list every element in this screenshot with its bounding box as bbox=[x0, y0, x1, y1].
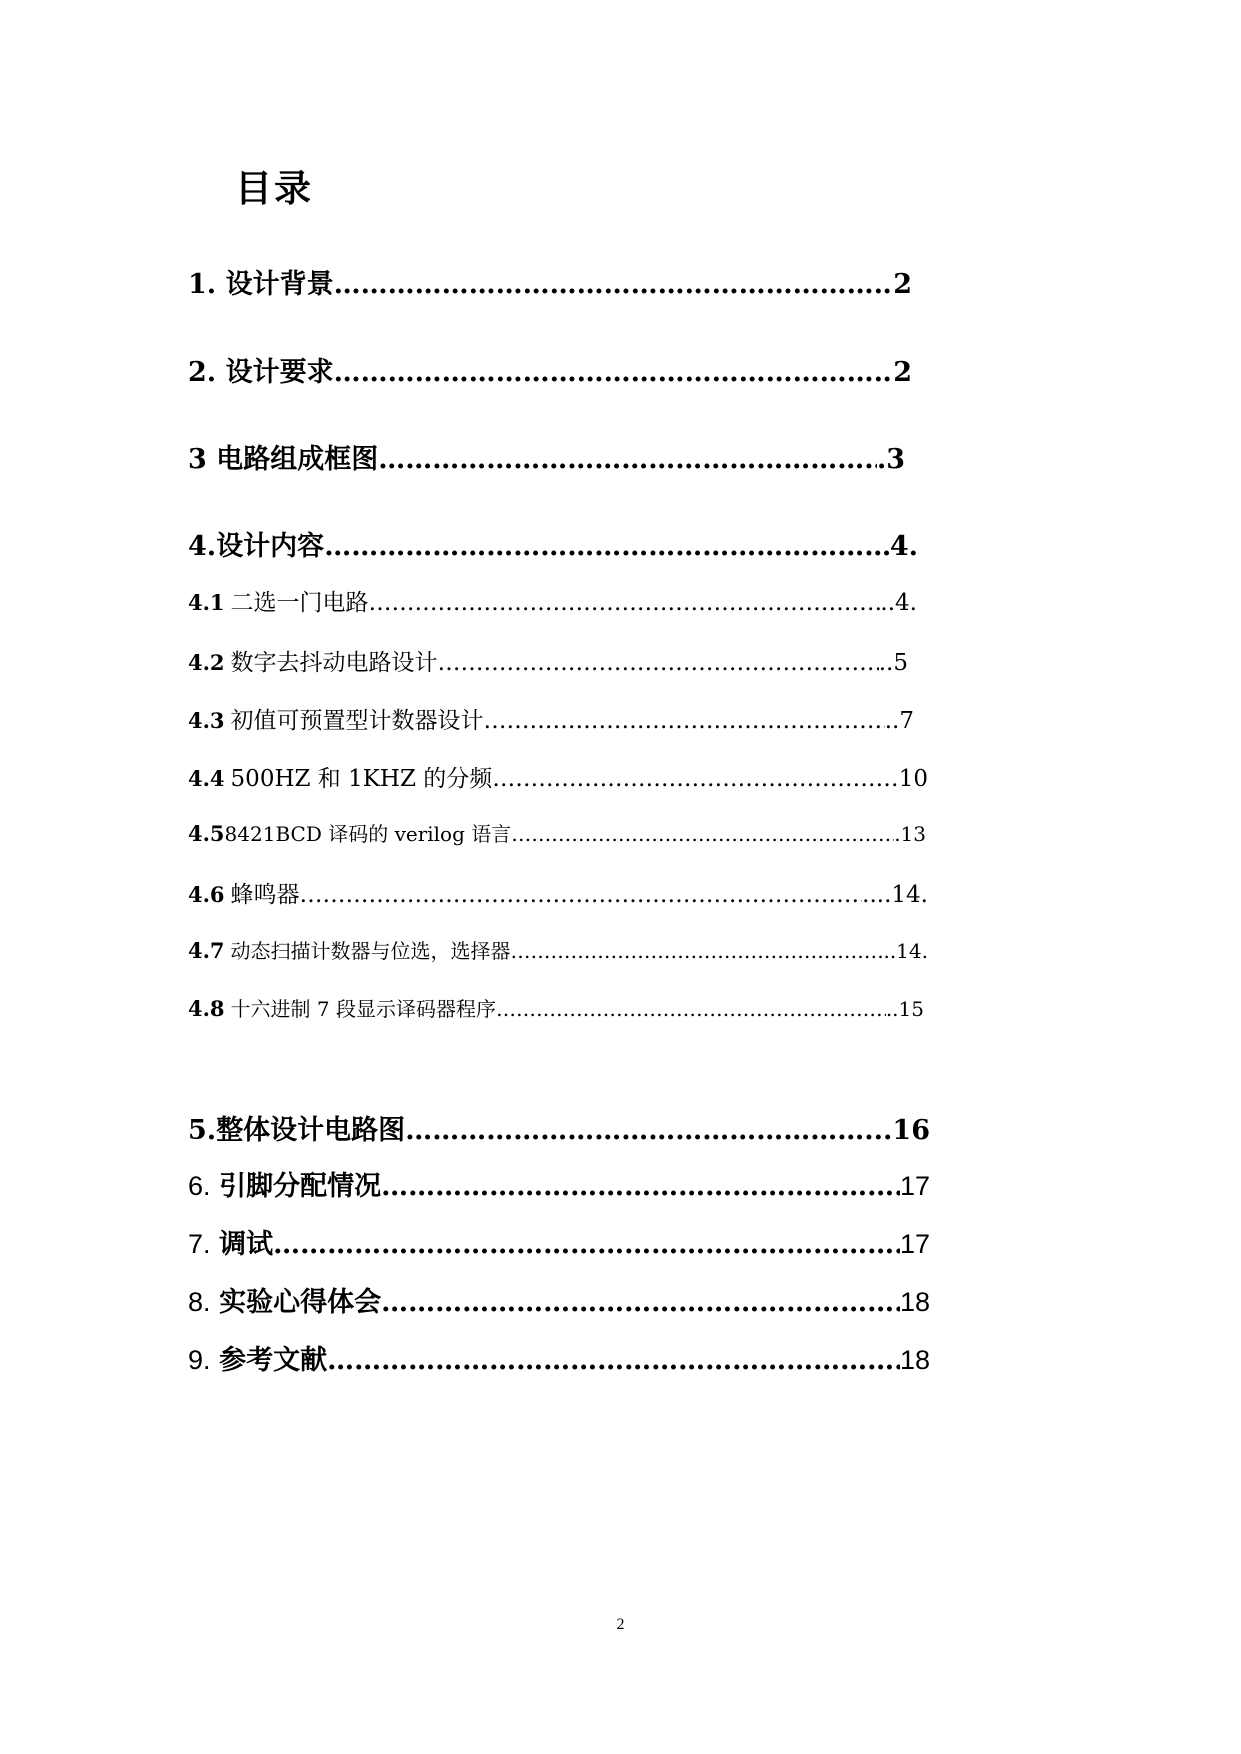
leader-dots bbox=[327, 1345, 900, 1376]
toc-entry-number: 1. bbox=[188, 269, 217, 300]
toc-entry-4-6[interactable] bbox=[188, 876, 928, 909]
toc-entry-page: ..4. bbox=[880, 590, 917, 616]
toc-entry-label: 设计内容 bbox=[216, 531, 325, 562]
toc-entry-page: 18 bbox=[899, 1287, 930, 1317]
toc-entry-label: 实验心得体会 bbox=[219, 1287, 382, 1318]
toc-entry-number: 4.5 bbox=[188, 821, 225, 846]
toc-entry-page: .13 bbox=[894, 822, 926, 846]
toc-entry-7[interactable] bbox=[188, 1222, 930, 1261]
toc-entry-label: 500HZ 和 1KHZ 的分频 bbox=[230, 766, 493, 792]
leader-dots bbox=[405, 1115, 873, 1146]
toc-entry-label: 数字去抖动电路设计 bbox=[230, 650, 438, 676]
toc-entry-number: 5. bbox=[188, 1115, 217, 1146]
toc-entry-label: 调试 bbox=[219, 1229, 274, 1260]
leader-dots bbox=[484, 708, 885, 734]
leader-dots bbox=[369, 590, 881, 616]
toc-entry-page: ..14. bbox=[883, 939, 928, 963]
toc-entry-label: 整体设计电路图 bbox=[216, 1115, 406, 1146]
leader-dots bbox=[511, 939, 884, 963]
toc-entry-number: 8. bbox=[188, 1287, 211, 1317]
leader-dots bbox=[273, 1229, 900, 1260]
toc-entry-label: 参考文献 bbox=[219, 1345, 328, 1376]
toc-entry-page: ..5 bbox=[878, 650, 908, 676]
toc-entry-page: ..7 bbox=[884, 708, 914, 734]
toc-entry-number: 2. bbox=[188, 357, 217, 388]
toc-entry-number: 9. bbox=[188, 1345, 211, 1375]
toc-entry-page: ..16 bbox=[873, 1115, 930, 1146]
toc-entry-6[interactable] bbox=[188, 1164, 930, 1203]
leader-dots bbox=[334, 357, 894, 388]
toc-entry-4-4[interactable] bbox=[188, 760, 928, 793]
toc-entry-3[interactable] bbox=[188, 437, 905, 476]
leader-dots bbox=[324, 531, 890, 562]
leader-dots bbox=[438, 650, 879, 676]
toc-entry-number: 7. bbox=[188, 1229, 211, 1259]
toc-entry-number: 3 bbox=[188, 444, 207, 475]
toc-entry-label: 引脚分配情况 bbox=[219, 1171, 382, 1202]
toc-entry-label: 8421BCD 译码的 verilog 语言 bbox=[224, 822, 512, 846]
toc-entry-4-7[interactable] bbox=[188, 935, 928, 964]
toc-entry-label: 初值可预置型计数器设计 bbox=[230, 708, 484, 734]
leader-dots bbox=[381, 1287, 900, 1318]
toc-entry-page: .3 bbox=[876, 444, 905, 475]
toc-entry-page: 17 bbox=[899, 1229, 930, 1259]
toc-entry-number: 4.2 bbox=[188, 650, 225, 675]
toc-entry-page: 2 bbox=[893, 357, 912, 388]
toc-title: 目录 bbox=[235, 167, 313, 210]
toc-entry-label: 动态扫描计数器与位选，选择器 bbox=[230, 939, 511, 963]
toc-entry-4[interactable] bbox=[188, 524, 918, 563]
leader-dots bbox=[381, 1171, 900, 1202]
toc-entry-label: 蜂鸣器 bbox=[230, 882, 300, 908]
leader-dots bbox=[492, 766, 898, 792]
toc-entry-number: 4. bbox=[188, 531, 217, 562]
page-number: 2 bbox=[616, 1616, 625, 1633]
leader-dots bbox=[300, 882, 863, 908]
toc-entry-page: ....14. bbox=[862, 882, 928, 908]
leader-dots bbox=[378, 444, 877, 475]
toc-entry-page: 18 bbox=[899, 1345, 930, 1375]
leader-dots bbox=[511, 822, 894, 846]
toc-entry-2[interactable] bbox=[188, 350, 912, 389]
toc-entry-number: 6. bbox=[188, 1171, 211, 1201]
toc-entry-page: 4. bbox=[889, 531, 918, 562]
toc-entry-4-2[interactable] bbox=[188, 644, 908, 677]
toc-entry-page: ..15 bbox=[885, 997, 924, 1021]
toc-entry-4-3[interactable] bbox=[188, 702, 914, 735]
toc-entry-label: 电路组成框图 bbox=[216, 444, 379, 475]
toc-entry-page: 2 bbox=[893, 269, 912, 300]
toc-entry-4-8[interactable] bbox=[188, 993, 924, 1022]
toc-entry-number: 4.1 bbox=[188, 590, 225, 615]
toc-entry-4-5[interactable] bbox=[188, 818, 926, 847]
toc-entry-1[interactable] bbox=[188, 262, 912, 301]
toc-entry-label: 十六进制 7 段显示译码器程序 bbox=[230, 997, 496, 1021]
toc-entry-8[interactable] bbox=[188, 1280, 930, 1319]
toc-entry-label: 设计要求 bbox=[225, 357, 334, 388]
toc-entry-page: 10 bbox=[898, 766, 928, 792]
toc-entry-label: 设计背景 bbox=[225, 269, 334, 300]
leader-dots bbox=[496, 997, 886, 1021]
toc-entry-number: 4.6 bbox=[188, 882, 225, 907]
toc-entry-number: 4.3 bbox=[188, 708, 225, 733]
toc-entry-label: 二选一门电路 bbox=[230, 590, 369, 616]
toc-entry-number: 4.7 bbox=[188, 938, 225, 963]
toc-entry-4-1[interactable] bbox=[188, 584, 917, 617]
toc-entry-5[interactable] bbox=[188, 1108, 930, 1147]
leader-dots bbox=[334, 269, 894, 300]
toc-entry-number: 4.4 bbox=[188, 766, 225, 791]
toc-entry-number: 4.8 bbox=[188, 996, 225, 1021]
toc-entry-9[interactable] bbox=[188, 1338, 930, 1377]
toc-entry-page: 17 bbox=[899, 1171, 930, 1201]
